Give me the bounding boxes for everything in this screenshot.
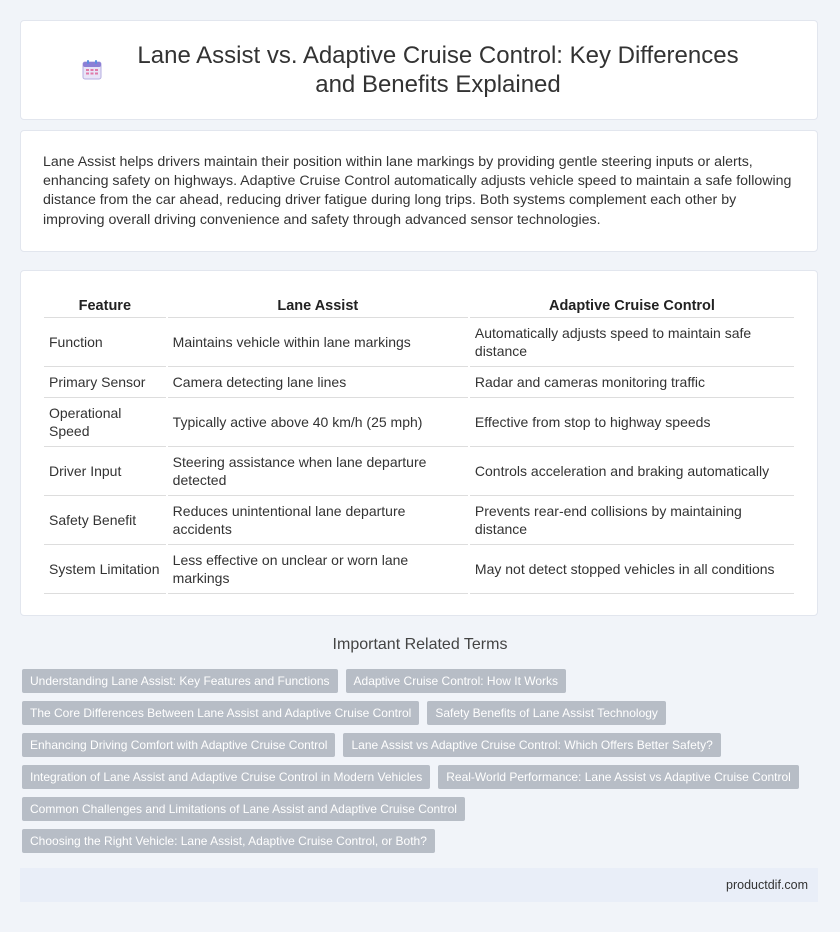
column-header: Adaptive Cruise Control bbox=[470, 293, 794, 318]
table-cell: System Limitation bbox=[44, 545, 166, 594]
related-tag-link[interactable]: Enhancing Driving Comfort with Adaptive Cruise Control bbox=[22, 733, 335, 757]
table-row bbox=[44, 318, 794, 367]
calendar-icon bbox=[80, 58, 104, 82]
table-cell: Controls acceleration and braking automatically bbox=[470, 447, 794, 496]
related-tag-link[interactable]: Common Challenges and Limitations of Lane Assist and Adaptive Cruise Control bbox=[22, 797, 465, 821]
related-tag-link[interactable]: Integration of Lane Assist and Adaptive Cruise Control in Modern Vehicles bbox=[22, 765, 430, 789]
table-cell: Automatically adjusts speed to maintain safe distance bbox=[470, 318, 794, 367]
related-terms-title: Important Related Terms bbox=[332, 636, 508, 653]
related-tag-link[interactable]: Safety Benefits of Lane Assist Technology bbox=[427, 701, 666, 725]
table-cell: Typically active above 40 km/h (25 mph) bbox=[168, 398, 468, 447]
intro-card bbox=[20, 130, 818, 252]
table-row bbox=[44, 398, 794, 447]
page-title: Lane Assist vs. Adaptive Cruise Control: Key Differences and Benefits Explained bbox=[137, 42, 739, 98]
table-cell: Function bbox=[44, 318, 166, 367]
related-tag-link[interactable]: Lane Assist vs Adaptive Cruise Control: Which Offers Better Safety? bbox=[343, 733, 720, 757]
comparison-table bbox=[42, 293, 796, 594]
table-cell: Radar and cameras monitoring traffic bbox=[470, 367, 794, 398]
table-cell: Effective from stop to highway speeds bbox=[470, 398, 794, 447]
footer-site-link[interactable]: productdif.com bbox=[726, 878, 808, 892]
table-header-row bbox=[44, 293, 794, 318]
footer bbox=[20, 868, 818, 902]
table-row bbox=[44, 496, 794, 545]
column-header: Feature bbox=[44, 293, 166, 318]
related-tags bbox=[22, 669, 812, 853]
comparison-card bbox=[20, 270, 818, 616]
header-card bbox=[20, 20, 818, 120]
table-cell: Steering assistance when lane departure detected bbox=[168, 447, 468, 496]
table-cell: May not detect stopped vehicles in all conditions bbox=[470, 545, 794, 594]
intro-text: Lane Assist helps drivers maintain their position within lane markings by providing gentle steering inputs or alerts, enhancing safety on highways. Adaptive Cruise Control automatically adjusts vehicle speed to maintain a safe following distance from the car ahead, reducing driver fatigue during long trips. Both systems complement each other by improving overall driving convenience and safety through advanced sensor technologies. bbox=[43, 154, 792, 228]
related-tag-link[interactable]: Adaptive Cruise Control: How It Works bbox=[346, 669, 567, 693]
table-cell: Safety Benefit bbox=[44, 496, 166, 545]
table-row bbox=[44, 447, 794, 496]
table-row bbox=[44, 367, 794, 398]
related-tag-link[interactable]: The Core Differences Between Lane Assist and Adaptive Cruise Control bbox=[22, 701, 419, 725]
table-cell: Driver Input bbox=[44, 447, 166, 496]
column-header: Lane Assist bbox=[168, 293, 468, 318]
table-cell: Less effective on unclear or worn lane markings bbox=[168, 545, 468, 594]
table-cell: Operational Speed bbox=[44, 398, 166, 447]
table-cell: Primary Sensor bbox=[44, 367, 166, 398]
table-cell: Camera detecting lane lines bbox=[168, 367, 468, 398]
table-cell: Prevents rear-end collisions by maintaining distance bbox=[470, 496, 794, 545]
table-cell: Reduces unintentional lane departure accidents bbox=[168, 496, 468, 545]
related-tag-link[interactable]: Understanding Lane Assist: Key Features and Functions bbox=[22, 669, 338, 693]
table-row bbox=[44, 545, 794, 594]
table-cell: Maintains vehicle within lane markings bbox=[168, 318, 468, 367]
related-tag-link[interactable]: Choosing the Right Vehicle: Lane Assist, Adaptive Cruise Control, or Both? bbox=[22, 829, 435, 853]
related-tag-link[interactable]: Real-World Performance: Lane Assist vs Adaptive Cruise Control bbox=[438, 765, 799, 789]
